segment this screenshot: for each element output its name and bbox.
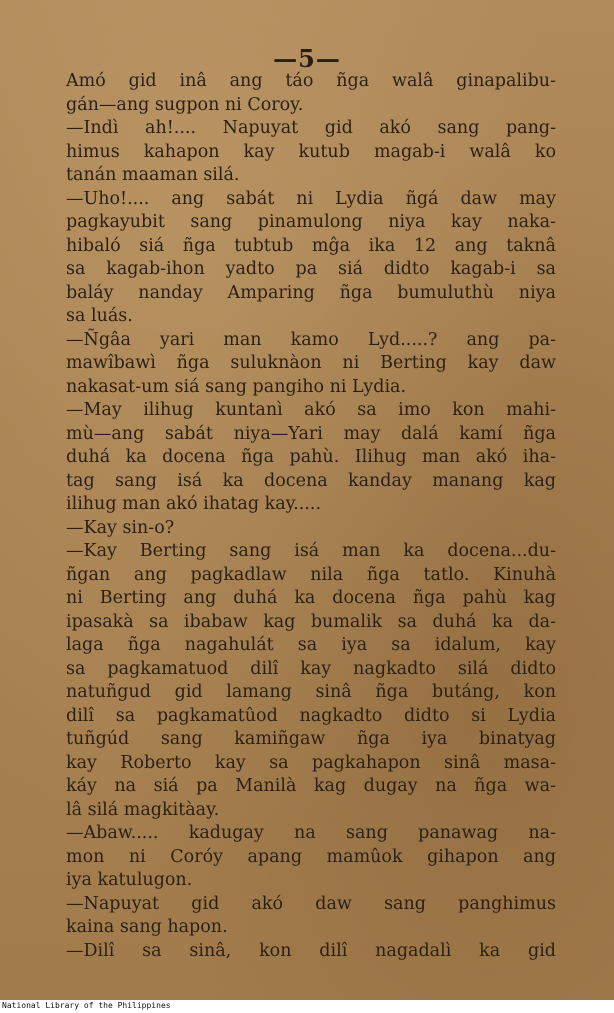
text-line: sa pagkamatuod dilî kay nagkadto silá didto <box>66 658 556 679</box>
text-line: mon ni Coróy apang mamûok gihapon ang <box>66 846 556 867</box>
text-line: nakasat-um siá sang pangiho ni Lydia. <box>66 376 407 397</box>
page-number: —5— <box>273 44 341 73</box>
text-line: tanán maaman silá. <box>66 165 240 185</box>
text-line: kaina sang hapon. <box>66 917 228 937</box>
text-line: laga ñga nagahulát sa iya sa idalum, kay <box>66 635 556 655</box>
footer-strip <box>0 1000 614 1013</box>
text-line: dilî sa pagkamatûod nagkadto didto si Lydia <box>66 705 556 726</box>
text-line: ñgan ang pagkadlaw nila ñga tatlo. Kinuhà <box>66 564 556 585</box>
text-line: mawîbawì ñga suluknàon ni Berting kay daw <box>66 353 556 373</box>
text-line: —Uho!.... ang sabát ni Lydia ñgá daw may <box>66 188 556 209</box>
text-line: gán—ang sugpon ni Coroy. <box>66 94 304 115</box>
text-line: sa kagab-ihon yadto pa siá didto kagab-i sa <box>66 259 556 279</box>
text-line: —May ilihug kuntanì akó sa imo kon mahi- <box>66 400 556 420</box>
text-line: —Dilî sa sinâ, kon dilî nagadalì ka gid <box>66 940 556 961</box>
text-line: —Kay sin-o? <box>66 517 175 538</box>
page-text <box>66 70 556 963</box>
text-line: mù—ang sabát niya—Yari may dalá kamí ñga <box>66 423 556 444</box>
text-line: iya katulugon. <box>66 870 193 890</box>
text-line: himus kahapon kay kutub magab-i walâ ko <box>66 141 556 162</box>
text-line: ni Berting ang duhá ka docena ñga pahù kag <box>66 588 556 608</box>
text-line: ipasakà sa ibabaw kag bumalik sa duhá ka da- <box>66 611 556 632</box>
text-line: baláy nanday Amparing ñga bumuluthù niya <box>66 282 556 303</box>
text-line: káy na siá pa Manilà kag dugay na ñga wa- <box>66 776 556 796</box>
library-credit: National Library of the Philippines <box>2 1001 171 1010</box>
text-line: pagkayubit sang pinamulong niya kay naka- <box>66 212 556 232</box>
text-line: —Abaw..... kadugay na sang panawag na- <box>66 823 556 843</box>
text-line: duhá ka docena ñga pahù. Ilihug man akó iha- <box>66 447 556 467</box>
text-line: ilihug man akó ihatag kay..... <box>66 494 322 514</box>
text-line: tag sang isá ka docena kanday manang kag <box>66 470 556 491</box>
text-line: tuñgúd sang kamiñgaw ñga iya binatyag <box>66 729 556 749</box>
text-line: natuñgud gid lamang sinâ ñga butáng, kon <box>66 682 556 702</box>
text-line: —Indì ah!.... Napuyat gid akó sang pang- <box>66 118 556 138</box>
text-line: —Napuyat gid akó daw sang panghimus <box>66 893 556 914</box>
text-line: —Ñgâa yari man kamo Lyd.....? ang pa- <box>66 329 556 350</box>
text-line: Amó gid inâ ang táo ñga walâ ginapalibu- <box>66 71 556 91</box>
text-line: lâ silá magkitàay. <box>66 799 220 820</box>
text-line: hibaló siá ñga tubtub mĝa ika 12 ang taknâ <box>66 235 556 256</box>
text-line: —Kay Berting sang isá man ka docena...du- <box>66 541 556 561</box>
text-line: kay Roberto kay sa pagkahapon sinâ masa- <box>66 752 556 773</box>
text-line: sa luás. <box>66 306 133 326</box>
